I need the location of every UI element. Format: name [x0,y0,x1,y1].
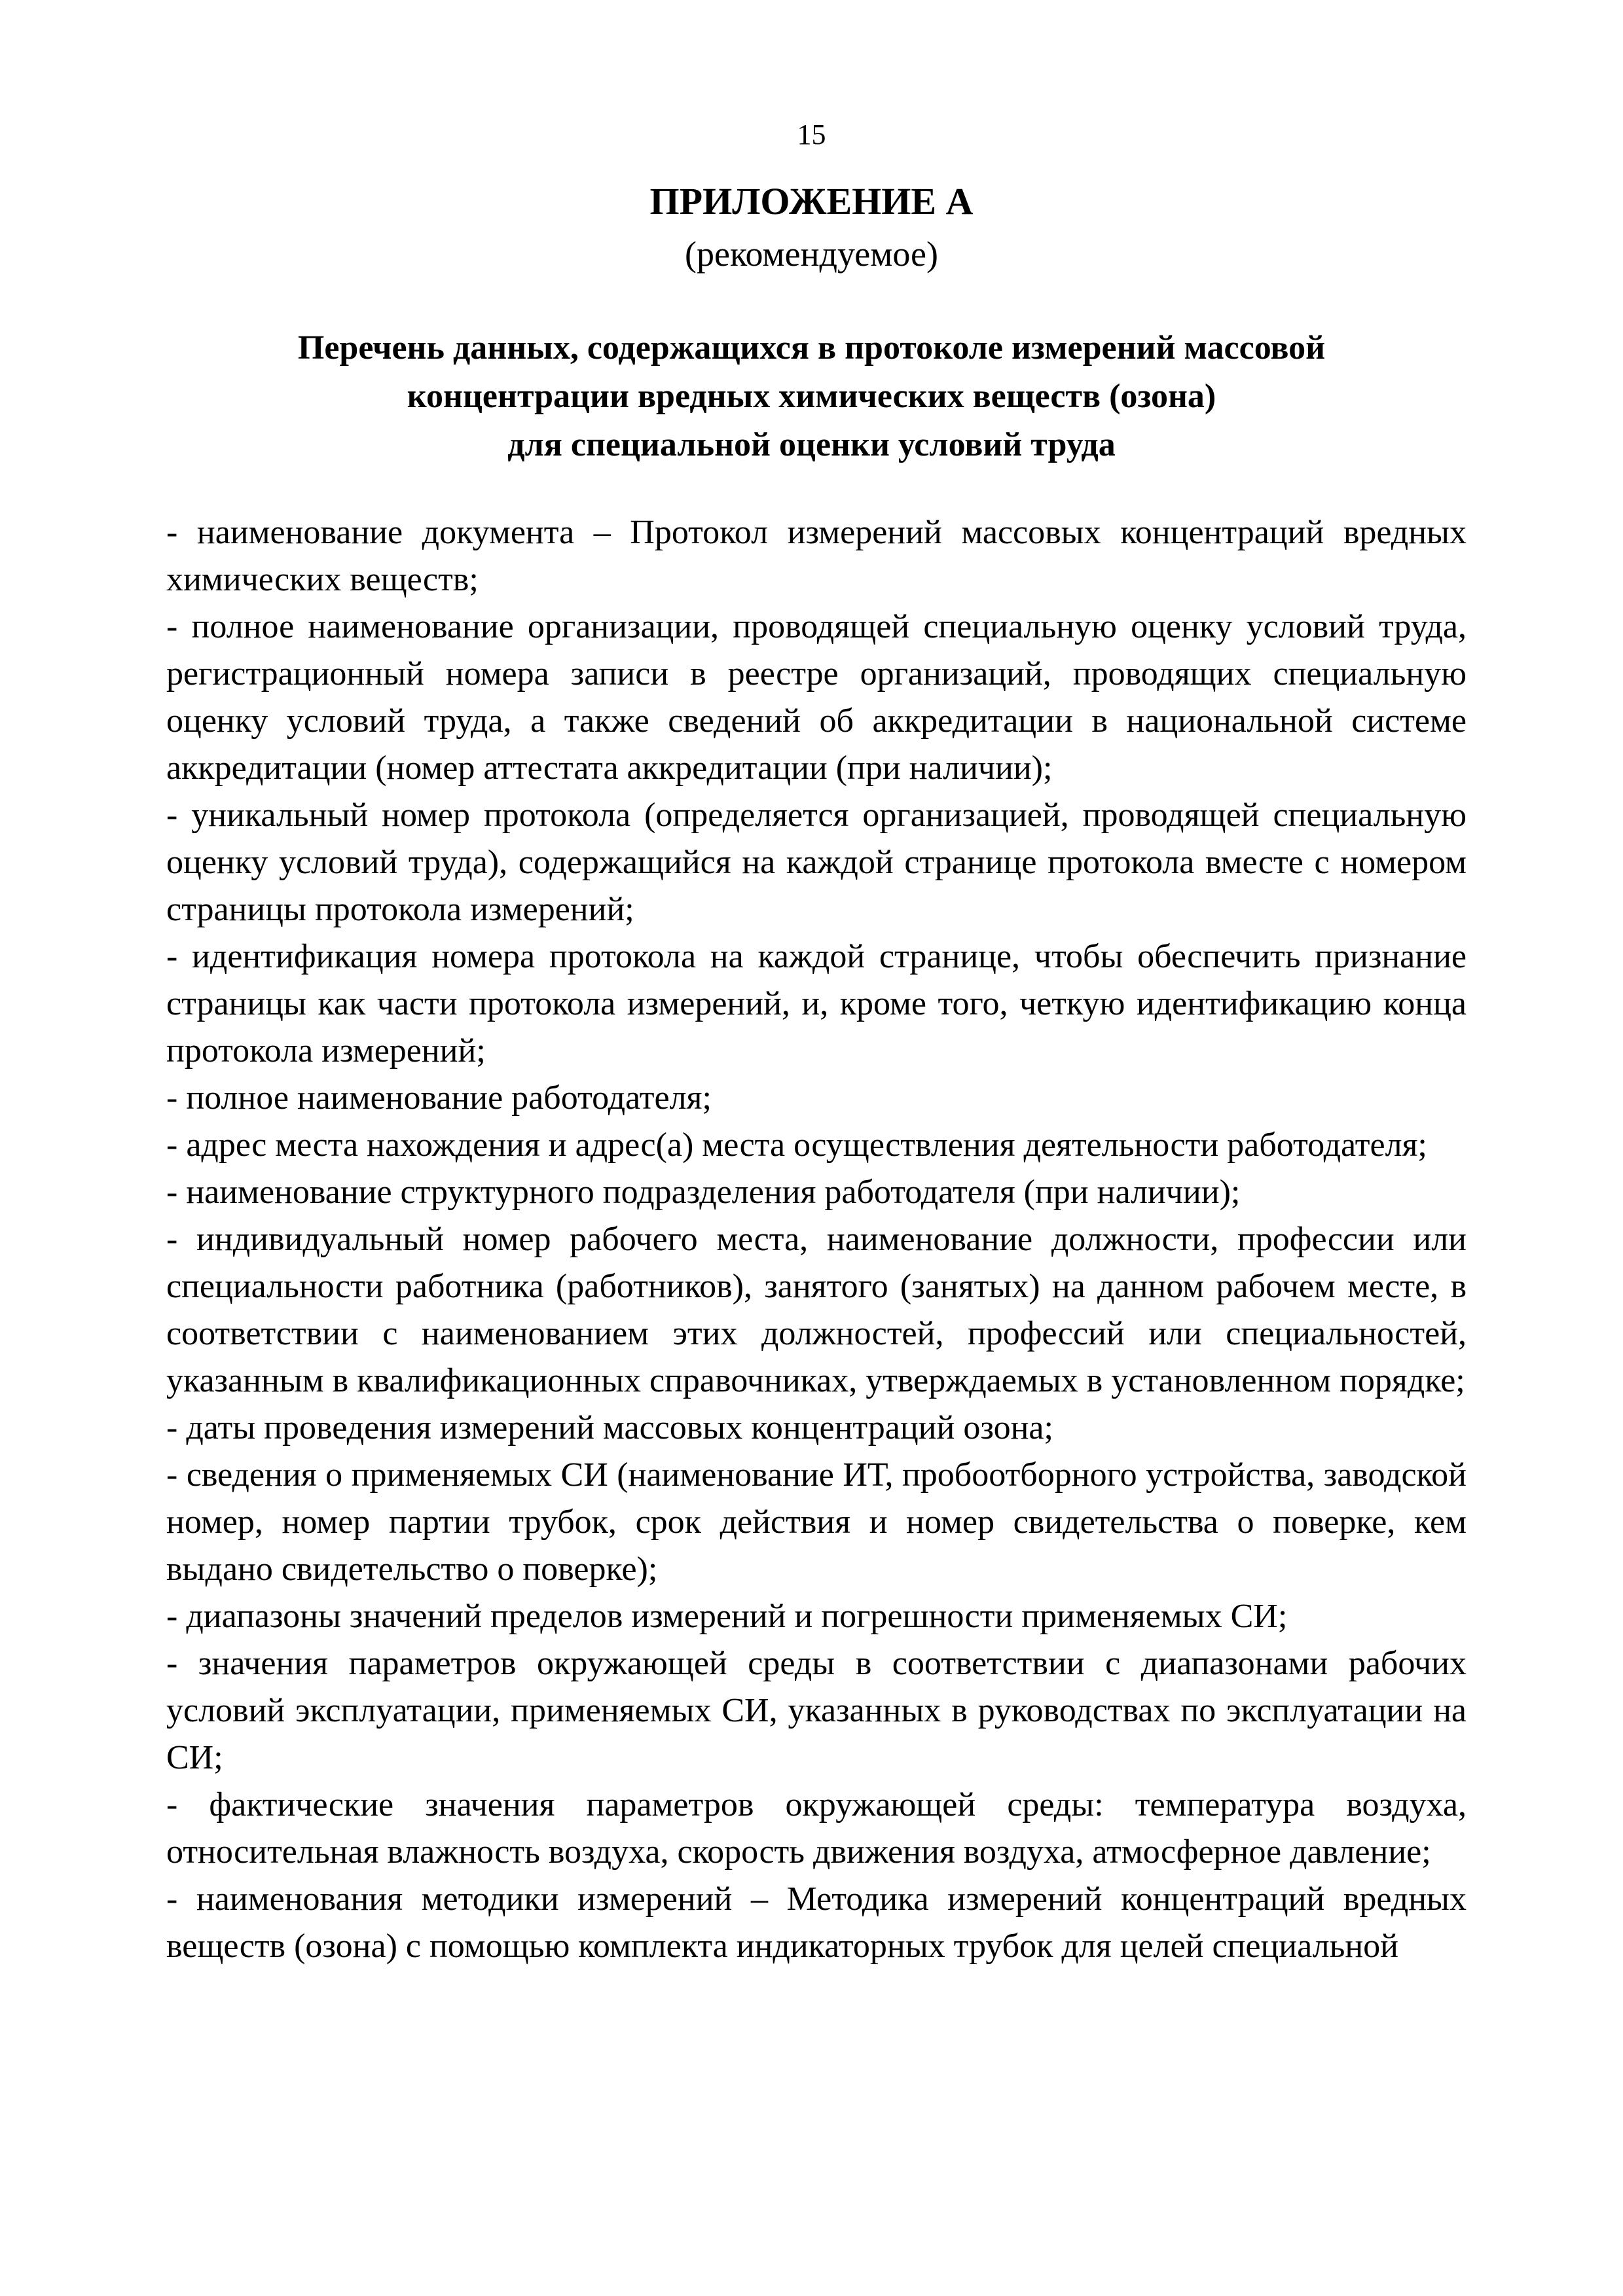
data-list [166,509,1467,1970]
section-heading-line: концентрации вредных химических веществ (озона) [407,378,1216,415]
list-item: - индивидуальный номер рабочего места, наименование должности, профессии или специальности работника (работников), занятого (занятых) на данном рабочем месте, в соответствии с наименованием этих должностей, профессий или специальностей, указанным в квалификационных справочниках, утверждаемых в установленном порядке; [166,1221,1467,1399]
list-item: - полное наименование работодателя; [166,1079,712,1117]
list-item: - наименование структурного подразделения работодателя (при наличии); [166,1174,1241,1211]
list-item: - диапазоны значений пределов измерений и погрешности применяемых СИ; [166,1598,1288,1635]
appendix-title: ПРИЛОЖЕНИЕ А [649,180,974,223]
list-item: - фактические значения параметров окружающей среды: температура воздуха, относительная влажность воздуха, скорость движения воздуха, атмосферное давление; [166,1786,1467,1871]
list-item: - идентификация номера протокола на каждой странице, чтобы обеспечить признание страницы как части протокола измерений, и, кроме того, четкую идентификацию конца протокола измерений; [166,938,1467,1069]
section-heading-line: Перечень данных, содержащихся в протоколе измерений массовой [297,329,1326,367]
list-item: - наименование документа – Протокол измерений массовых концентраций вредных химических веществ; [166,514,1467,598]
page-number: 15 [797,118,826,151]
section-heading-line: для специальной оценки условий труда [507,426,1116,463]
section-heading [0,324,1623,469]
list-item: - полное наименование организации, проводящей специальную оценку условий труда, регистрационный номера записи в реестре организаций, проводящих специальную оценку условий труда, а также сведений об аккредитации в национальной системе аккредитации (номер аттестата аккредитации (при наличии); [166,608,1467,787]
appendix-subtitle: (рекомендуемое) [685,234,938,274]
list-item: - наименования методики измерений – Методика измерений концентраций вредных веществ (озона) с помощью комплекта индикаторных трубок для целей специальной [166,1880,1467,1965]
list-item: - сведения о применяемых СИ (наименование ИТ, пробоотборного устройства, заводской номер, номер партии трубок, срок действия и номер свидетельства о поверке, кем выдано свидетельство о поверке); [166,1456,1467,1588]
list-item: - значения параметров окружающей среды в соответствии с диапазонами рабочих условий эксплуатации, применяемых СИ, указанных в руководствах по эксплуатации на СИ; [166,1645,1467,1776]
list-item: - адрес места нахождения и адрес(а) места осуществления деятельности работодателя; [166,1126,1427,1164]
list-item: - уникальный номер протокола (определяется организацией, проводящей специальную оценку условий труда), содержащийся на каждой странице протокола вместе с номером страницы протокола измерений; [166,797,1467,928]
list-item: - даты проведения измерений массовых концентраций озона; [166,1409,1053,1446]
